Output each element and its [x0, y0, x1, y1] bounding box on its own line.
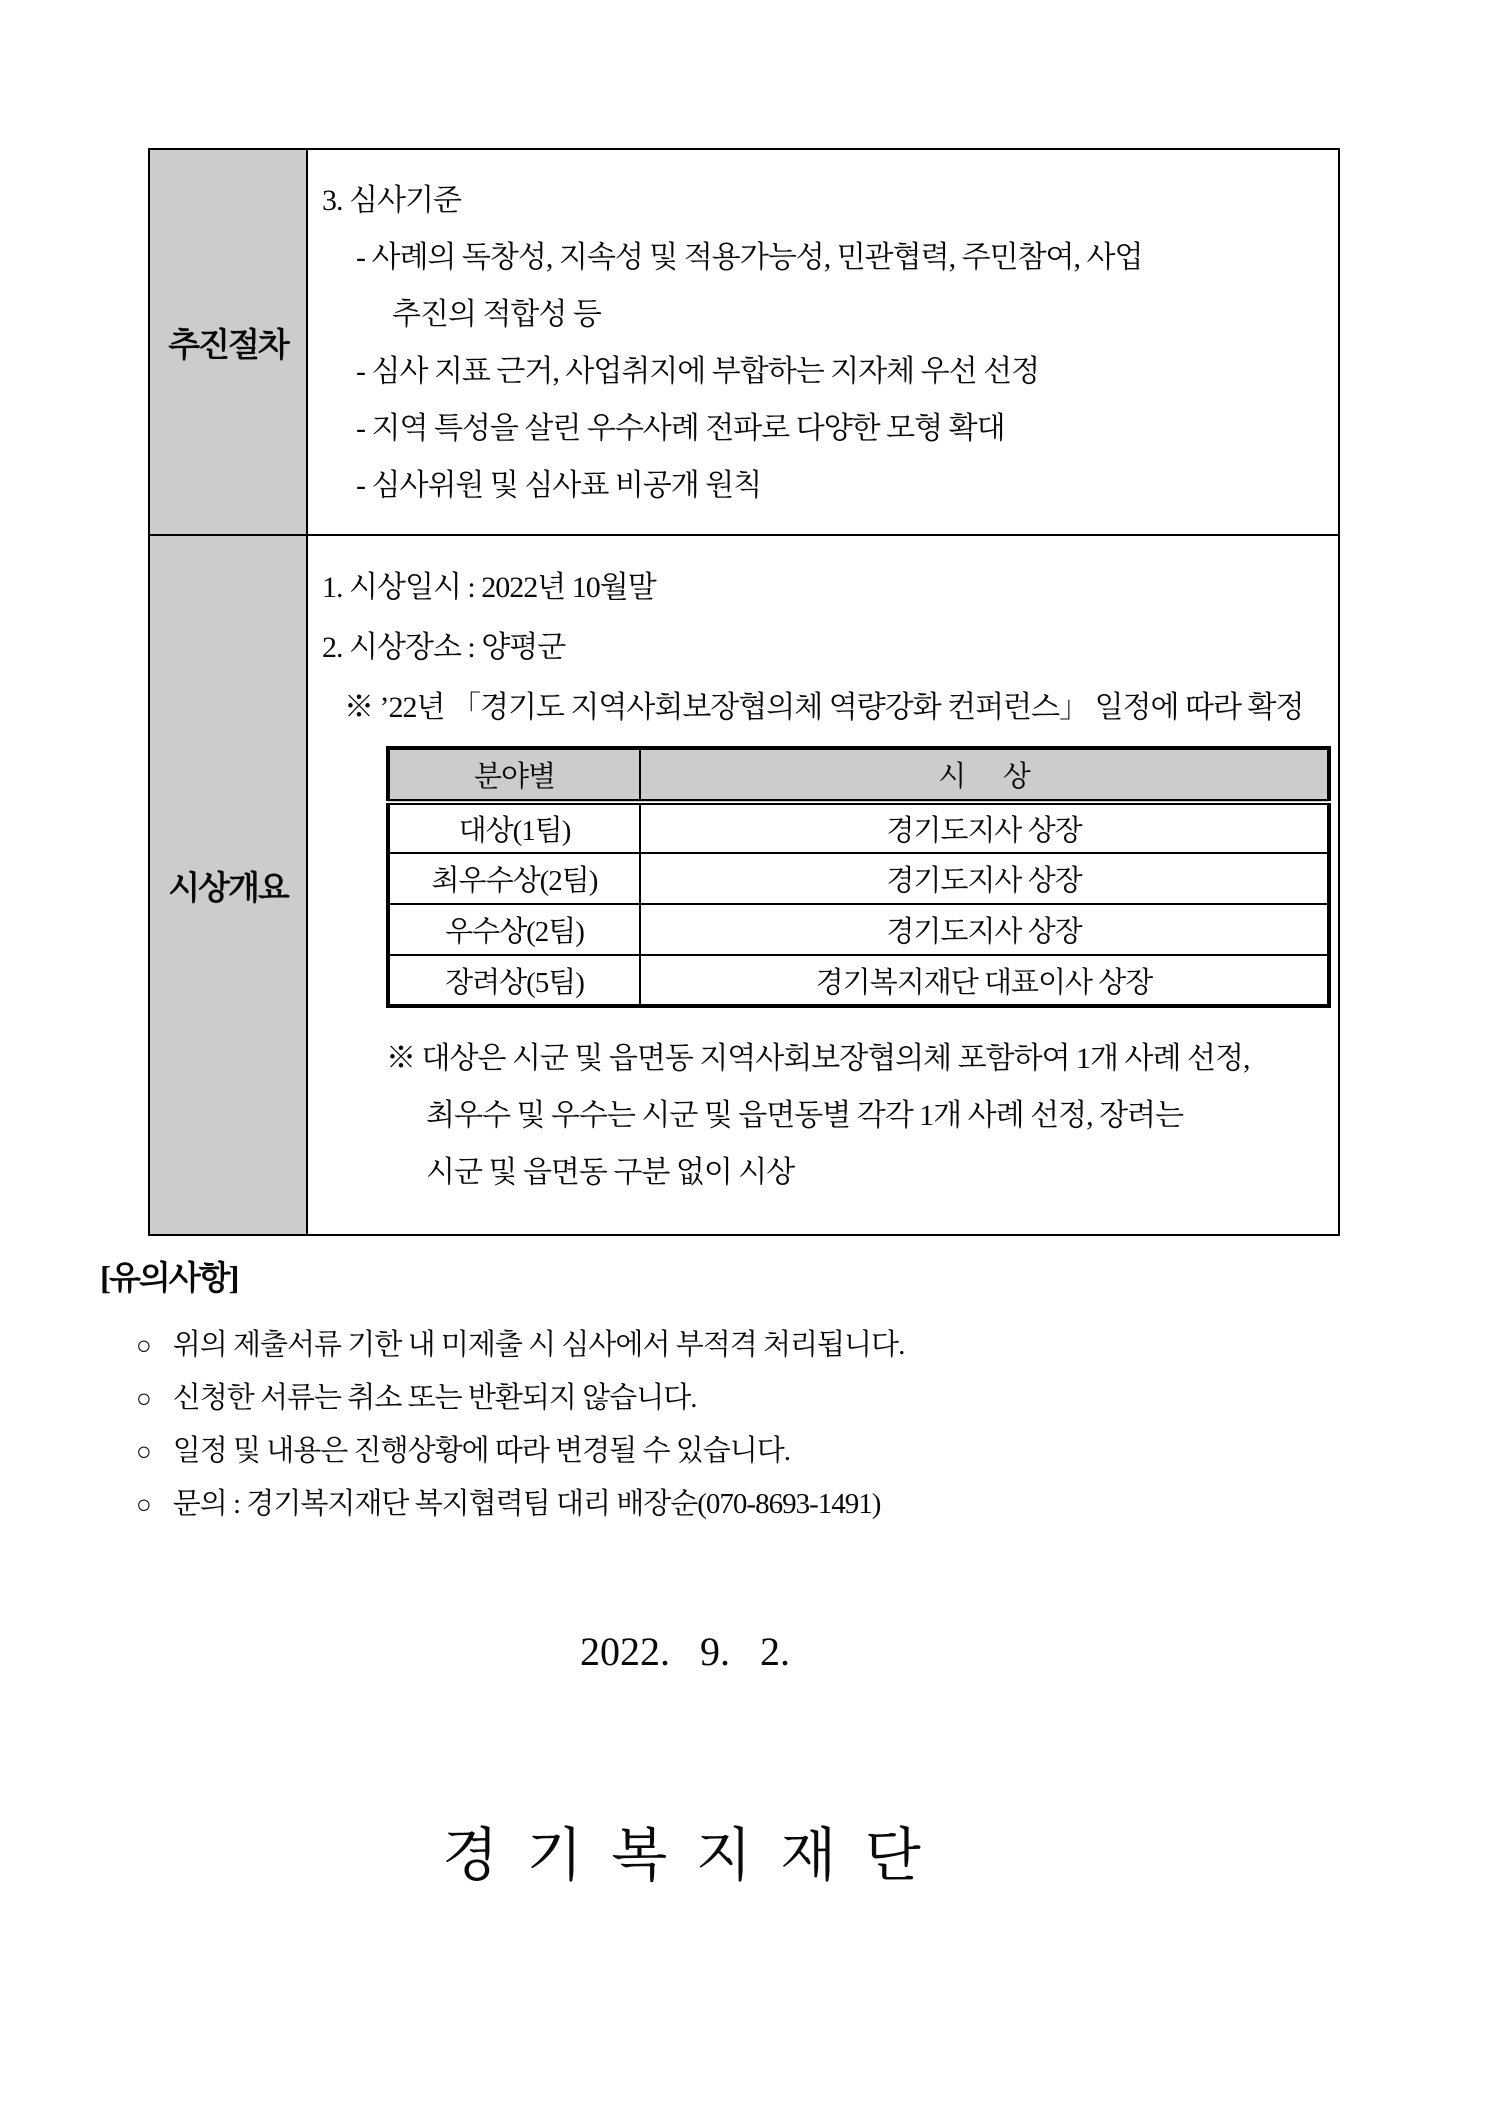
award-category-cell: 대상(1팀)	[388, 802, 640, 853]
criteria-bullet-continuation: 추진의 적합성 등	[392, 298, 601, 331]
award-table-header-field: 분야별	[388, 748, 640, 802]
award-place-line: 2. 시상장소 : 양평군	[322, 631, 566, 664]
award-footnote-line: 최우수 및 우수는 시군 및 읍면동별 각각 1개 사례 선정, 장려는	[426, 1099, 1184, 1132]
award-table-row	[388, 802, 1329, 853]
award-content-cell	[307, 535, 1339, 1235]
criteria-bullet: - 심사위원 및 심사표 비공개 원칙	[356, 469, 762, 502]
organization-name: 경 기 복 지 재 단	[442, 1823, 928, 1888]
award-prize-cell: 경기도지사 상장	[640, 904, 1329, 955]
criteria-heading: 3. 심사기준	[322, 184, 461, 217]
row-label-award: 시상개요	[149, 535, 307, 1235]
award-footnote-line: 시군 및 읍면동 구분 없이 시상	[426, 1156, 795, 1189]
criteria-bullet: - 심사 지표 근거, 사업취지에 부합하는 지자체 우선 선정	[356, 355, 1040, 388]
notice-item	[136, 1478, 904, 1531]
notice-section	[100, 1252, 904, 1531]
circle-bullet-icon: ○	[136, 1331, 151, 1360]
notice-item	[136, 1372, 904, 1425]
award-table-row	[388, 853, 1329, 904]
notice-item-text: 위의 제출서류 기한 내 미제출 시 심사에서 부적격 처리됩니다.	[172, 1329, 905, 1361]
circle-bullet-icon: ○	[136, 1384, 151, 1413]
notice-title: [유의사항]	[100, 1261, 238, 1297]
award-table-row	[388, 904, 1329, 955]
criteria-bullet: - 사례의 독창성, 지속성 및 적용가능성, 민관협력, 주민참여, 사업	[356, 241, 1143, 274]
circle-bullet-icon: ○	[136, 1490, 151, 1519]
notice-item	[136, 1425, 904, 1478]
award-table-header-row	[388, 748, 1329, 802]
notice-item	[136, 1319, 904, 1372]
row-label-procedure: 추진절차	[149, 149, 307, 535]
criteria-bullet: - 지역 특성을 살린 우수사례 전파로 다양한 모형 확대	[356, 412, 1005, 445]
document-date: 2022. 9. 2.	[580, 1629, 790, 1674]
award-category-cell: 장려상(5팀)	[388, 955, 640, 1006]
table-row-procedure	[149, 149, 1339, 535]
award-prize-cell: 경기복지재단 대표이사 상장	[640, 955, 1329, 1006]
award-table-header-prize: 시 상	[640, 748, 1329, 802]
notice-items	[136, 1319, 904, 1531]
award-footnote-line: ※ 대상은 시군 및 읍면동 지역사회보장협의체 포함하여 1개 사례 선정,	[386, 1042, 1250, 1075]
award-footnote	[322, 1030, 1330, 1201]
award-prize-cell: 경기도지사 상장	[640, 802, 1329, 853]
award-date-line: 1. 시상일시 : 2022년 10월말	[322, 571, 656, 604]
award-table-row	[388, 955, 1329, 1006]
notice-item-text: 문의 : 경기복지재단 복지협력팀 대리 배장순(070-8693-1491)	[172, 1488, 881, 1520]
award-schedule-note: ※ ’22년 「경기도 지역사회보장협의체 역량강화 컨퍼런스」 일정에 따라 확정	[344, 691, 1304, 724]
notice-item-text: 신청한 서류는 취소 또는 반환되지 않습니다.	[172, 1382, 697, 1414]
award-table	[386, 746, 1331, 1008]
main-table	[148, 148, 1340, 1236]
award-prize-cell: 경기도지사 상장	[640, 853, 1329, 904]
award-category-cell: 우수상(2팀)	[388, 904, 640, 955]
circle-bullet-icon: ○	[136, 1437, 151, 1466]
procedure-content-cell	[307, 149, 1339, 535]
table-row-award	[149, 535, 1339, 1235]
notice-item-text: 일정 및 내용은 진행상황에 따라 변경될 수 있습니다.	[172, 1435, 791, 1467]
award-category-cell: 최우수상(2팀)	[388, 853, 640, 904]
